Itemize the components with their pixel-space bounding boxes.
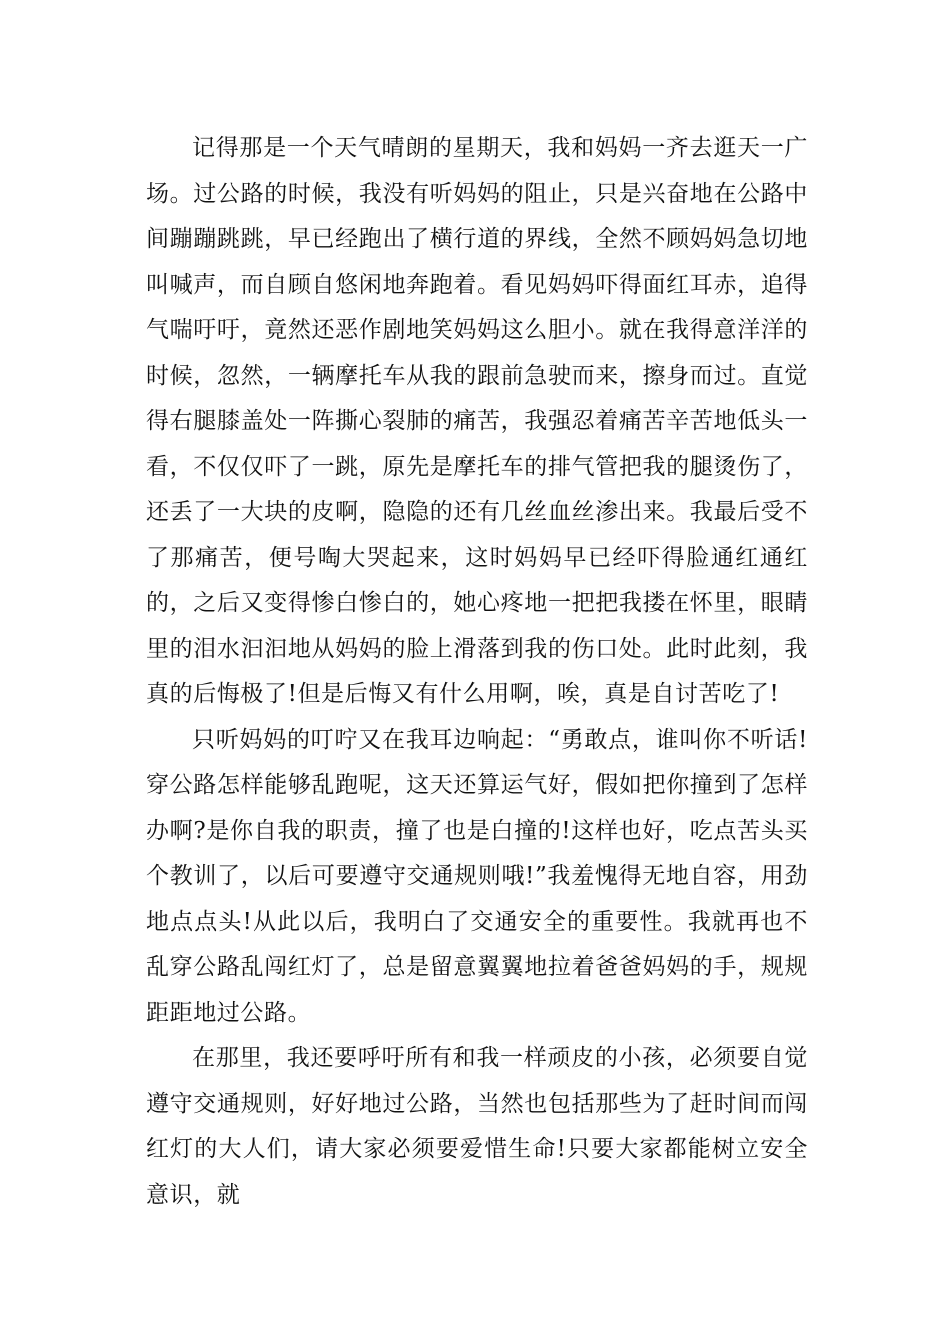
- paragraph-1: 记得那是一个天气晴朗的星期天，我和妈妈一齐去逛天一广场。过公路的时候，我没有听妈妈的阻止，只是兴奋地在公路中间蹦蹦跳跳，早已经跑出了横行道的界线，全然不顾妈妈急切地叫喊声，而自顾自悠闲地奔跑着。看见妈妈吓得面红耳赤，追得气喘吁吁，竟然还恶作剧地笑妈妈这么胆小。就在我得意洋洋的时候，忽然，一辆摩托车从我的跟前急驶而来，擦身而过。直觉得右腿膝盖处一阵撕心裂肺的痛苦，我强忍着痛苦辛苦地低头一看，不仅仅吓了一跳，原先是摩托车的排气管把我的腿烫伤了，还丢了一大块的皮啊，隐隐的还有几丝血丝渗出来。我最后受不了那痛苦，便号啕大哭起来，这时妈妈早已经吓得脸通红通红的，之后又变得惨白惨白的，她心疼地一把把我搂在怀里，眼睛里的泪水汩汩地从妈妈的脸上滑落到我的伤口处。此时此刻，我真的后悔极了!但是后悔又有什么用啊，唉，真是自讨苦吃了!: [146, 135, 808, 707]
- paragraph-3: 在那里，我还要呼吁所有和我一样顽皮的小孩，必须要自觉遵守交通规则，好好地过公路，当然也包括那些为了赶时间而闯红灯的大人们，请大家必须要爱惜生命!只要大家都能树立安全意识，就: [146, 1045, 808, 1208]
- document-body: [146, 126, 808, 1218]
- paragraph-2: 只听妈妈的叮咛又在我耳边响起：“勇敢点，谁叫你不听话!穿公路怎样能够乱跑呢，这天还算运气好，假如把你撞到了怎样办啊?是你自我的职责，撞了也是白撞的!这样也好，吃点苦头买个教训了，以后可要遵守交通规则哦!”我羞愧得无地自容，用劲地点点头!从此以后，我明白了交通安全的重要性。我就再也不乱穿公路乱闯红灯了，总是留意翼翼地拉着爸爸妈妈的手，规规距距地过公路。: [146, 726, 808, 1026]
